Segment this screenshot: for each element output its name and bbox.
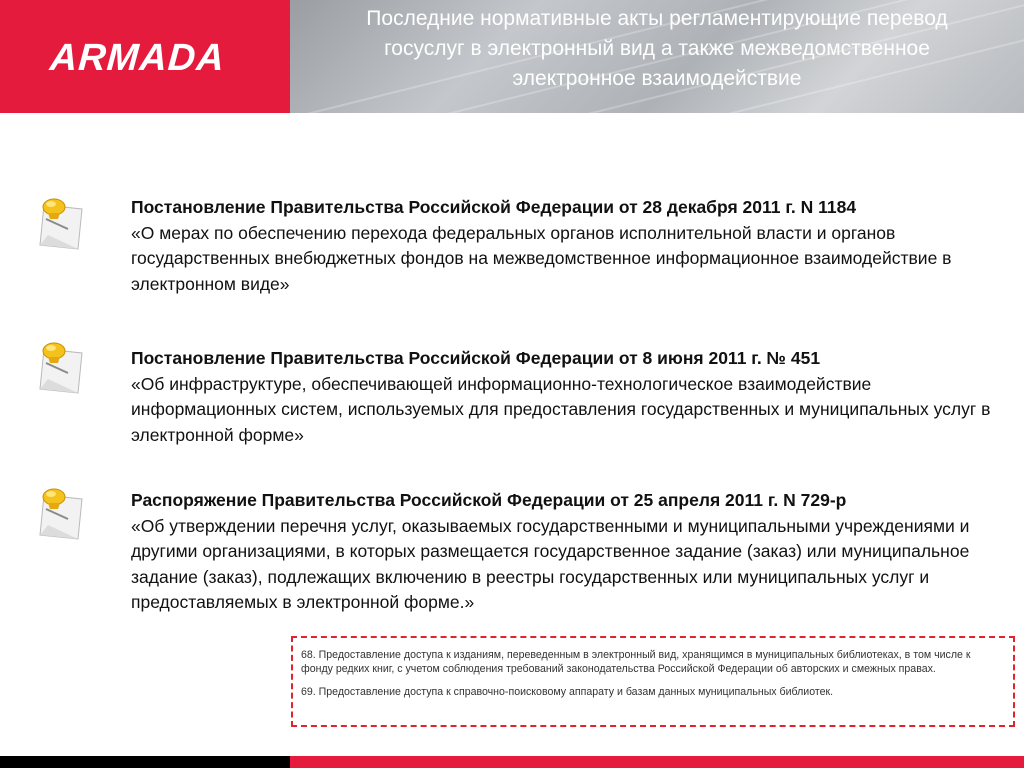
header: [0, 0, 1024, 113]
slide-title: Последние нормативные акты регламентирующие перевод госуслуг в электронный вид а также межведомственное электронное взаимодействие: [366, 7, 948, 90]
act-title: Распоряжение Правительства Российской Федерации от 25 апреля 2011 г. N 729-р: [131, 490, 847, 510]
armada-logo: ARMADA: [48, 37, 227, 79]
excerpt-item-68: 68. Предоставление доступа к изданиям, переведенным в электронный вид, хранящимся в муниципальных библиотеках, в том числе к фонду редких книг, с учетом соблюдения требований законодательства Российской Федерации об авторских и смежных правах.: [301, 649, 971, 675]
act-title: Постановление Правительства Российской Федерации от 28 декабря 2011 г. N 1184: [131, 197, 857, 217]
pushpin-note-icon: [34, 195, 88, 253]
act-description: «Об инфраструктуре, обеспечивающей информационно-технологическое взаимодействие информационных систем, используемых для предоставления государственных и муниципальных услуг в электронной форме»: [131, 373, 991, 445]
footer-bar-red: [290, 756, 1024, 768]
act-text: [131, 195, 1021, 297]
act-title: Постановление Правительства Российской Федерации от 8 июня 2011 г. № 451: [131, 348, 821, 368]
footer-bar-black: [0, 756, 290, 768]
excerpt-item-69: 69. Предоставление доступа к справочно-поисковому аппарату и базам данных муниципальных библиотек.: [301, 686, 834, 698]
document-excerpt: [291, 636, 1015, 727]
act-text: [131, 346, 1021, 448]
act-description: «Об утверждении перечня услуг, оказываемых государственными и муниципальными учреждениями и другими организациями, в которых размещается государственное задание (заказ) или муниципальное задание (заказ), подлежащих включению в реестры государственных или муниципальных услуг и предоставляемых в электронной форме.»: [131, 515, 970, 612]
logo-panel: [0, 0, 290, 113]
pushpin-note-icon: [34, 339, 88, 397]
pushpin-note-icon: [34, 485, 88, 543]
act-description: «О мерах по обеспечению перехода федеральных органов исполнительной власти и органов государственных внебюджетных фондов на межведомственное информационное взаимодействие в электронном виде»: [131, 222, 952, 294]
act-text: [131, 488, 1021, 616]
